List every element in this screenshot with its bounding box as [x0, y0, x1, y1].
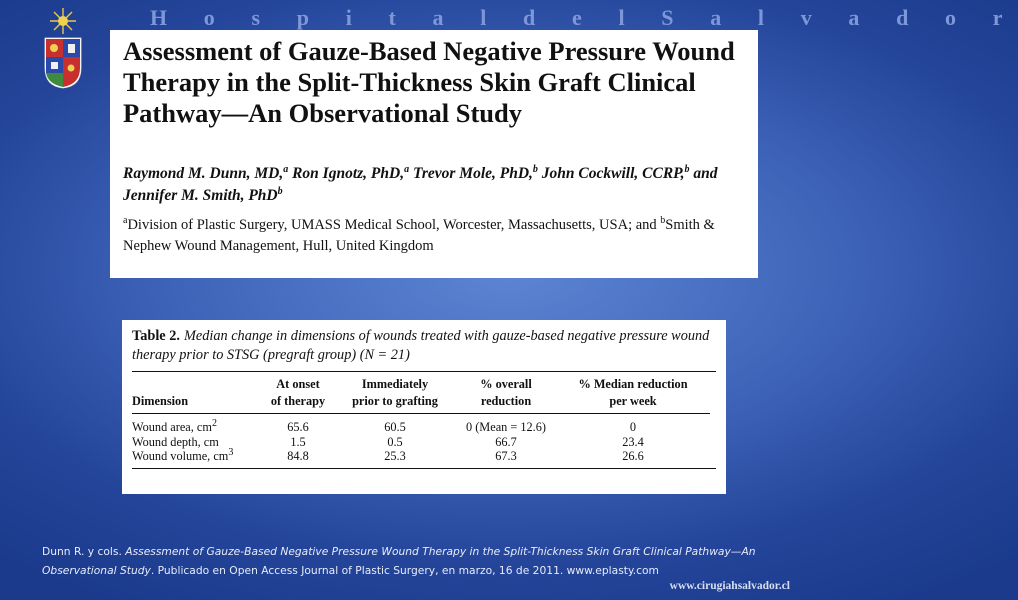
results-table-box [122, 320, 726, 494]
author-4-affiliation: b [684, 163, 690, 175]
cell-weekly: 26.6 [622, 449, 644, 463]
author-4: John Cockwill, CCRP, [537, 165, 685, 182]
author-5: and Jennifer M. Smith, PhD [123, 165, 718, 204]
table-bottom-rule [132, 468, 716, 469]
affiliation-a-marker: a [123, 215, 128, 227]
citation-text [42, 542, 762, 580]
cell-onset: 1.5 [290, 434, 306, 449]
paper-authors [123, 163, 746, 207]
hospital-header-title: H o s p i t a l d e l S a l v a d o r [150, 5, 1018, 30]
affiliation-b-marker: b [660, 215, 666, 227]
affiliation-a-text: Division of Plastic Surgery, UMASS Medical School, Worcester, Massachusetts, USA; and [127, 217, 661, 233]
author-1-affiliation: a [283, 163, 289, 175]
cell-overall: 0 (Mean = 12.6) [465, 420, 546, 434]
affiliation-b-text: Smith & Nephew Wound Management, Hull, United Kingdom [123, 217, 715, 254]
paper-header-box [110, 30, 758, 278]
author-5-affiliation: b [277, 185, 283, 197]
table-row [132, 435, 710, 450]
cell-prior: 25.3 [384, 449, 406, 463]
cell-dimension: Wound area, $cm^2$ [132, 417, 217, 434]
cell-prior: 0.5 [387, 434, 403, 449]
table-row [132, 449, 710, 468]
table-row [132, 414, 710, 435]
cell-dimension: Wound depth, cm [132, 434, 219, 449]
column-header-prior: Immediately prior to grafting [352, 377, 438, 408]
cell-weekly: 23.4 [622, 434, 644, 449]
citation-details: . Publicado en Open Access Journal of Plastic Surgery, en marzo, 16 de 2011. www.eplasty.com [150, 564, 659, 577]
paper-title: Assessment of Gauze-Based Negative Pressure Wound Therapy in the Split-Thickness Skin Graft Clinical Pathway—An Observational Study [123, 36, 735, 128]
citation-title: Assessment of Gauze-Based Negative Pressure Wound Therapy in the Split-Thickness Skin Graft Clinical Pathway—An Observational Study [42, 545, 756, 577]
table-label: Table 2. [132, 328, 180, 344]
table-caption [132, 327, 716, 365]
author-1: Raymond M. Dunn, MD, [123, 165, 284, 182]
website-url[interactable]: www.cirugiahsalvador.cl [669, 580, 790, 592]
author-3: Trevor Mole, PhD, [409, 165, 533, 182]
paper-affiliations [123, 215, 746, 257]
cell-overall: 66.7 [495, 434, 517, 449]
author-3-affiliation: b [532, 163, 538, 175]
column-header-weekly: % Median reduction per week [578, 377, 688, 408]
table-caption-text: Median change in dimensions of wounds treated with gauze-based negative pressure wound therapy prior to STSG (pregraft group) (N = 21) [132, 328, 710, 363]
column-header-dimension: Dimension [132, 394, 189, 408]
cell-weekly: 0 [629, 420, 637, 434]
cell-prior: 60.5 [384, 420, 406, 434]
university-coat-of-arms-logo [40, 6, 86, 90]
cell-dimension: Wound volume, $cm^3$ [132, 446, 234, 463]
author-2: Ron Ignotz, PhD, [288, 165, 405, 182]
cell-onset: 65.6 [287, 420, 309, 434]
cell-onset: 84.8 [287, 449, 309, 463]
wound-dimensions-table [132, 372, 710, 468]
column-header-overall: % overall reduction [480, 377, 532, 408]
table-header-row [132, 372, 710, 414]
cell-overall: 67.3 [495, 449, 517, 463]
citation-authors: Dunn R. y cols. [42, 545, 126, 558]
author-2-affiliation: a [404, 163, 410, 175]
column-header-onset: At onset of therapy [270, 377, 326, 408]
